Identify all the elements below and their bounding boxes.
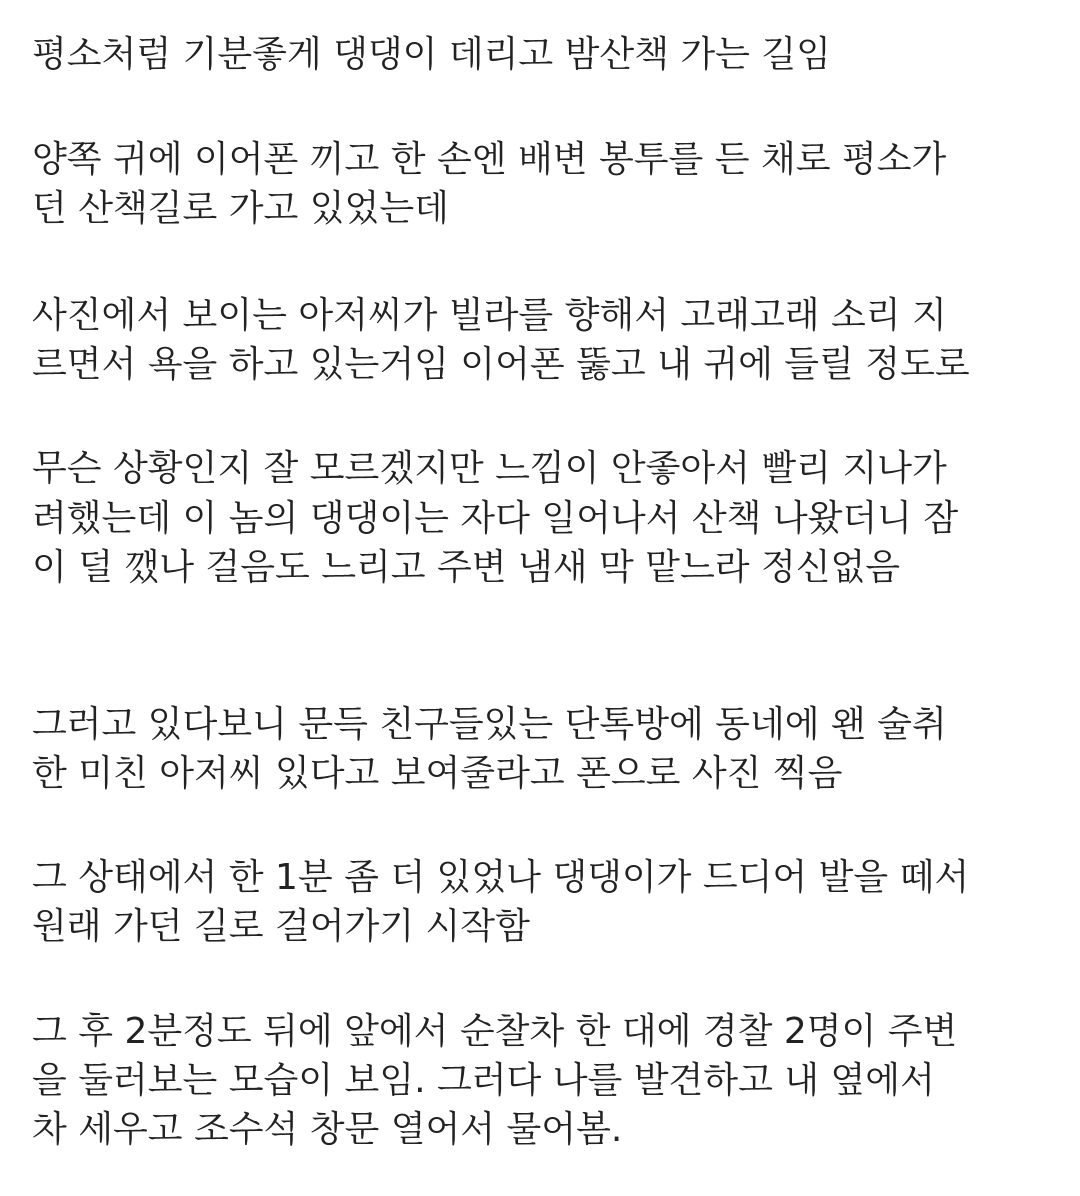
text-line: 던 산책길로 가고 있었는데 <box>32 188 449 229</box>
text-line: 을 둘러보는 모습이 보임. 그러다 나를 발견하고 내 옆에서 <box>32 1060 935 1101</box>
text-line: 차 세우고 조수석 창문 열어서 물어봄. <box>32 1109 623 1150</box>
text-line: 려했는데 이 놈의 댕댕이는 자다 일어나서 산책 나왔더니 잠 <box>32 498 959 539</box>
text-line: 그러고 있다보니 문득 친구들있는 단톡방에 동네에 왠 술취 <box>32 704 947 745</box>
text-line: 한 미친 아저씨 있다고 보여줄라고 폰으로 사진 찍음 <box>32 753 843 794</box>
text-line: 그 후 2분정도 뒤에 앞에서 순찰차 한 대에 경찰 2명이 주변 <box>32 1011 958 1052</box>
text-line: 양쪽 귀에 이어폰 끼고 한 손엔 배변 봉투를 든 채로 평소가 <box>32 139 947 180</box>
text-line: 르면서 욕을 하고 있는거임 이어폰 뚫고 내 귀에 들릴 정도로 <box>32 344 970 385</box>
text-line: 원래 가던 길로 걸어가기 시작함 <box>32 906 530 947</box>
text-line: 무슨 상황인지 잘 모르겠지만 느낌이 안좋아서 빨리 지나가 <box>32 448 947 489</box>
text-line: 그 상태에서 한 1분 좀 더 있었나 댕댕이가 드디어 발을 떼서 <box>32 857 970 898</box>
text-line: 사진에서 보이는 아저씨가 빌라를 향해서 고래고래 소리 지 <box>32 295 947 336</box>
text-line: 평소처럼 기분좋게 댕댕이 데리고 밤산책 가는 길임 <box>32 34 831 75</box>
text-line: 이 덜 깼나 걸음도 느리고 주변 냄새 막 맡느라 정신없음 <box>32 547 901 588</box>
